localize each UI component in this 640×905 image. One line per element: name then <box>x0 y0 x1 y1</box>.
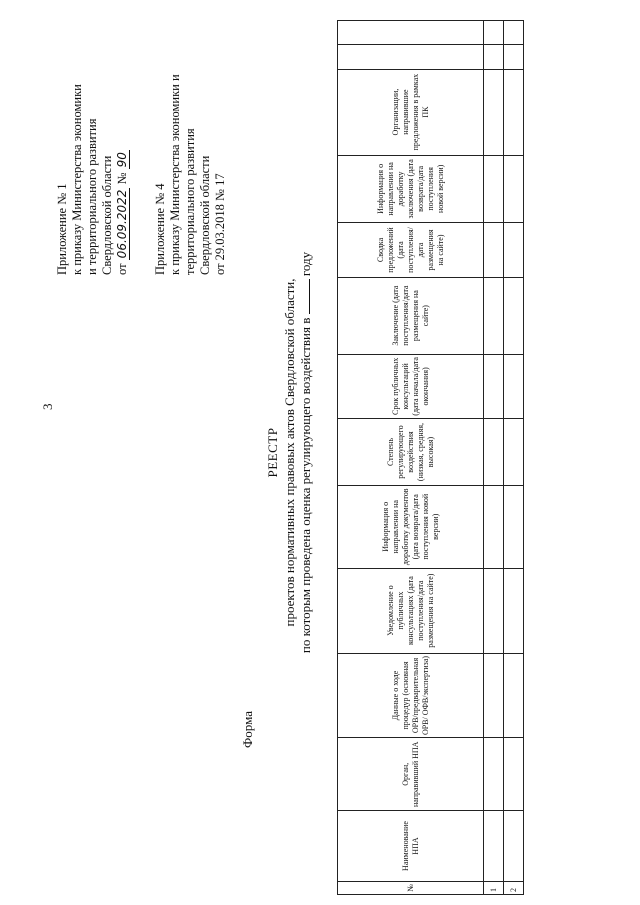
header-cell: Орган, направивший НПА <box>338 738 484 811</box>
annex-4-block <box>153 74 228 275</box>
page-number: 3 <box>40 403 55 410</box>
annex-1-block <box>55 84 130 275</box>
annex-1-line: и территориального развития <box>85 118 99 275</box>
table-cell <box>504 21 524 45</box>
registry-subtitle-year-line: по которым проведена оценка регулирующего воздействия в году <box>298 251 313 654</box>
registry-table <box>337 20 524 895</box>
table-cell <box>504 738 524 811</box>
header-cell: Уведомление о публичных консультациях (дата поступления/дата размещения на сайте) <box>338 568 484 653</box>
number-label: № <box>115 172 129 185</box>
table-cell <box>504 45 524 69</box>
handwritten-date: 06.09.2022 <box>115 189 129 259</box>
table-cell <box>484 485 504 568</box>
annex-4-line: от 29.03.2018 № 17 <box>213 173 227 275</box>
header-cell: Наименование НПА <box>338 811 484 882</box>
table-cell <box>504 354 524 419</box>
table-cell <box>484 354 504 419</box>
table-cell <box>504 223 524 278</box>
table-cell <box>504 155 524 223</box>
row-number: 1 <box>484 881 504 894</box>
annex-4-line: Свердловской области <box>198 155 212 275</box>
table-cell <box>504 811 524 882</box>
blank-cell <box>338 21 484 45</box>
header-cell: № <box>338 881 484 894</box>
header-cell: Степень регулирующего воздействия (низкая, средняя, высокая) <box>338 419 484 486</box>
table-cell <box>504 277 524 354</box>
table-cell <box>504 568 524 653</box>
table-cell <box>484 653 504 738</box>
blank-cell <box>338 45 484 69</box>
annex-4-line: Приложение № 4 <box>153 183 167 275</box>
date-prefix: от <box>115 263 129 275</box>
table-cell <box>504 419 524 486</box>
header-cell: Срок публичных консультаций (дата начала/дата окончания) <box>338 354 484 419</box>
registry-subtitle: проектов нормативных правовых актов Свердловской области, <box>282 278 297 627</box>
table-cell <box>484 155 504 223</box>
table-cell <box>504 653 524 738</box>
table-cell <box>484 45 504 69</box>
header-cell: Информация о направлении на доработку документов (дата возврата/дата поступления новой версии) <box>338 485 484 568</box>
table-cell <box>484 419 504 486</box>
table-cell <box>504 485 524 568</box>
header-cell: Информация о направлении на доработку заключения (дата возврата/дата поступления новой версии) <box>338 155 484 223</box>
table-row <box>484 21 504 895</box>
table-cell <box>484 811 504 882</box>
year-blank <box>309 279 310 314</box>
annex-1-line: Приложение № 1 <box>55 183 69 275</box>
header-cell: Сводка предложений (дата поступления/дата размещения на сайте) <box>338 223 484 278</box>
table-cell <box>504 69 524 155</box>
table-cell <box>484 21 504 45</box>
table-row <box>504 21 524 895</box>
row-number: 2 <box>504 881 524 894</box>
annex-1-line: Свердловской области <box>100 155 114 275</box>
table-cell <box>484 568 504 653</box>
annex-1-date-line <box>115 84 130 275</box>
handwritten-number: 90 <box>115 152 129 168</box>
table-cell <box>484 69 504 155</box>
header-cell: Организации, направившие предложения в рамках ПК <box>338 69 484 155</box>
table-cell <box>484 277 504 354</box>
registry-title: РЕЕСТР <box>265 427 280 478</box>
table-cell <box>484 223 504 278</box>
header-cell: Данные о ходе процедур (основная ОРВ/предварительная ОРВ/ ОФВ/экспертиза) <box>338 653 484 738</box>
annex-4-line: к приказу Министерства экономики и <box>168 74 182 275</box>
header-cell: Заключение (дата поступления/дата размещения на сайте) <box>338 277 484 354</box>
table-header-row <box>338 21 484 895</box>
table-cell <box>484 738 504 811</box>
form-label: Форма <box>240 711 255 748</box>
annex-1-line: к приказу Министерства экономики <box>70 84 84 275</box>
annex-4-line: территориального развития <box>183 128 197 275</box>
